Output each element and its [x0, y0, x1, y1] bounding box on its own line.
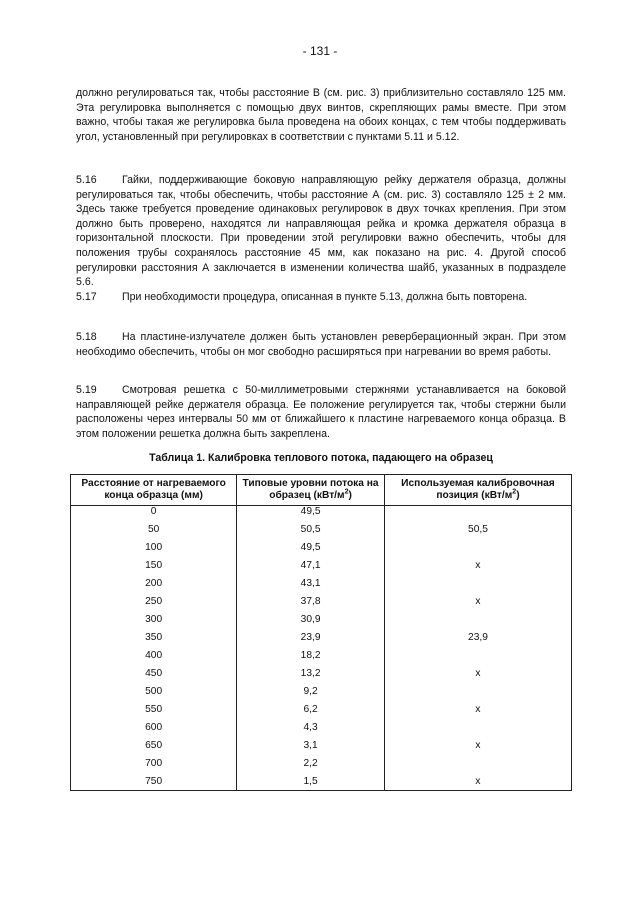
table-row	[71, 574, 572, 592]
cell-distance: 700	[71, 754, 237, 772]
table-header-row	[71, 475, 572, 506]
cell-distance: 350	[71, 628, 237, 646]
header-calibration-position: Используемая калибровочная позиция $(кВт/м^2)$	[384, 475, 571, 506]
table-row	[71, 646, 572, 664]
table-row	[71, 538, 572, 556]
calibration-table	[70, 474, 572, 791]
cell-calibration	[384, 754, 571, 772]
table-caption: Таблица 1. Калибровка теплового потока, падающего на образец	[149, 452, 493, 464]
cell-flux: 9,2	[237, 682, 385, 700]
paragraph-number: 5.17	[76, 291, 97, 303]
paragraph-number: 5.19	[76, 384, 97, 396]
cell-calibration: x	[384, 772, 571, 791]
cell-flux: 47,1	[237, 556, 385, 574]
table-row	[71, 772, 572, 791]
cell-flux: 6,2	[237, 700, 385, 718]
cell-calibration	[384, 718, 571, 736]
cell-calibration: x	[384, 700, 571, 718]
paragraph-text: На пластине-излучателе должен быть установлен реверберационный экран. При этом необходимо обеспечить, чтобы он мог свободно расширяться при нагревании во время работы.	[76, 331, 566, 358]
cell-flux: 18,2	[237, 646, 385, 664]
paragraph-number: 5.16	[76, 174, 97, 186]
cell-distance: 250	[71, 592, 237, 610]
cell-flux: 49,5	[237, 506, 385, 521]
cell-flux: 50,5	[237, 520, 385, 538]
table-row	[71, 520, 572, 538]
cell-flux: 13,2	[237, 664, 385, 682]
cell-flux: 30,9	[237, 610, 385, 628]
cell-calibration: x	[384, 736, 571, 754]
paragraph-text: должно регулироваться так, чтобы расстояние В (см. рис. 3) приблизительно составляло 125 мм. Эта регулировка выполняется с помощью двух винтов, скрепляющих рамы вместе. При этом важно, чтобы такая же регулировка была проведена на обоих концах, с тем чтобы поддерживать угол, установленный при регулировках в соответствии с пунктами 5.11 и 5.12.	[76, 87, 566, 143]
cell-calibration	[384, 506, 571, 521]
paragraph-text: Гайки, поддерживающие боковую направляющую рейку держателя образца, должны регулироваться так, чтобы обеспечить, чтобы расстояние А (см. рис. 3) составляло 125 ± 2 мм. Здесь также требуется проведение одинаковых регулировок в двух точках крепления. При этом должно быть проверено, находятся ли направляющая рейка и кромка держателя образца в горизонтальной плоскости. При проведении этой регулировки важно обеспечить, чтобы для положения трубы сохранялось расстояние 45 мм, как показано на рис. 4. Другой способ регулировки расстояния А заключается в изменении количества шайб, указанных в подразделе 5.6.	[76, 174, 566, 289]
cell-calibration: x	[384, 664, 571, 682]
cell-flux: 4,3	[237, 718, 385, 736]
header-flux-levels: Типовые уровни потока на образец $(кВт/м^2)$	[237, 475, 385, 506]
header-distance: Расстояние от нагреваемого конца образца (мм)	[71, 475, 237, 506]
cell-distance: 650	[71, 736, 237, 754]
cell-distance: 50	[71, 520, 237, 538]
table-row	[71, 592, 572, 610]
cell-distance: 750	[71, 772, 237, 791]
table-row	[71, 736, 572, 754]
page-number: - 131 -	[302, 44, 338, 58]
paragraph-5-18	[76, 330, 566, 359]
cell-distance: 550	[71, 700, 237, 718]
paragraph-number: 5.18	[76, 331, 97, 343]
cell-distance: 300	[71, 610, 237, 628]
cell-distance: 450	[71, 664, 237, 682]
cell-distance: 500	[71, 682, 237, 700]
cell-calibration: 23,9	[384, 628, 571, 646]
paragraph-continuation	[76, 86, 566, 144]
paragraph-5-17	[76, 290, 566, 305]
paragraph-5-16	[76, 173, 566, 290]
cell-flux: 2,2	[237, 754, 385, 772]
cell-calibration: 50,5	[384, 520, 571, 538]
table-row	[71, 718, 572, 736]
table-row	[71, 754, 572, 772]
cell-calibration	[384, 574, 571, 592]
cell-calibration	[384, 610, 571, 628]
cell-flux: 49,5	[237, 538, 385, 556]
cell-flux: 37,8	[237, 592, 385, 610]
cell-flux: 43,1	[237, 574, 385, 592]
cell-calibration: x	[384, 556, 571, 574]
table-row	[71, 628, 572, 646]
cell-flux: 23,9	[237, 628, 385, 646]
cell-calibration	[384, 646, 571, 664]
cell-distance: 0	[71, 506, 237, 521]
table-row	[71, 700, 572, 718]
cell-flux: 3,1	[237, 736, 385, 754]
paragraph-text: Смотровая решетка с 50-миллиметровыми стержнями устанавливается на боковой направляющей рейке держателя образца. Ее положение регулируется так, чтобы стержни были расположены через интервалы 50 мм от ближайшего к пластине нагреваемого конца образца. В этом положении решетка должна быть закреплена.	[76, 384, 566, 440]
table-row	[71, 664, 572, 682]
cell-flux: 1,5	[237, 772, 385, 791]
table-row	[71, 506, 572, 521]
cell-calibration	[384, 682, 571, 700]
paragraph-text: При необходимости процедура, описанная в пункте 5.13, должна быть повторена.	[122, 291, 528, 303]
cell-distance: 100	[71, 538, 237, 556]
cell-distance: 600	[71, 718, 237, 736]
table-row	[71, 610, 572, 628]
cell-calibration	[384, 538, 571, 556]
table-body	[71, 506, 572, 791]
paragraph-5-19	[76, 383, 566, 441]
cell-calibration: x	[384, 592, 571, 610]
table-row	[71, 682, 572, 700]
table-row	[71, 556, 572, 574]
cell-distance: 200	[71, 574, 237, 592]
cell-distance: 400	[71, 646, 237, 664]
cell-distance: 150	[71, 556, 237, 574]
